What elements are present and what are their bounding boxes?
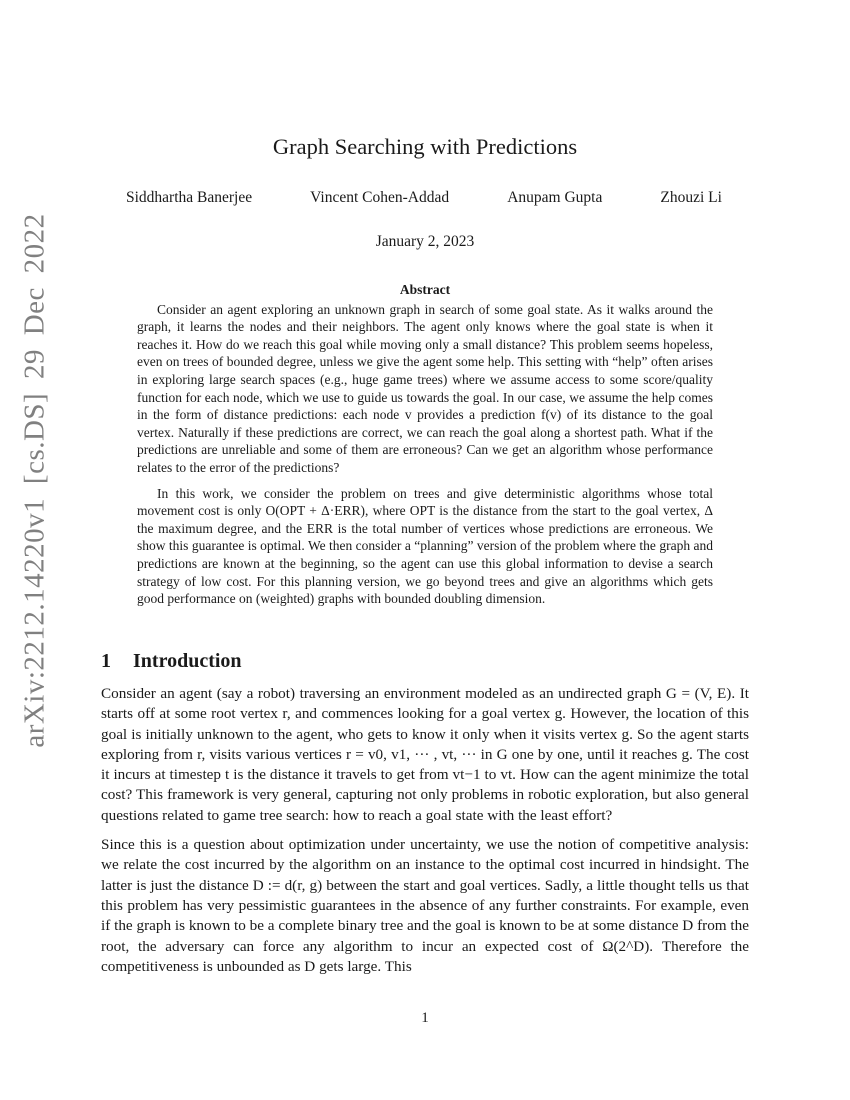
arxiv-identifier-stamp bbox=[5, 212, 65, 748]
paper-date: January 2, 2023 bbox=[375, 233, 475, 250]
abstract-paragraph: In this work, we consider the problem on trees and give deterministic algorithms whose total movement cost is only O(OPT + Δ·ERR), where OPT is the distance from the start to the goal vertex, Δ the maximum degree, and the ERR is the total number of vertices whose predictions are erroneous. We show this guarantee is optimal. We then consider a “planning” version of the problem where the graph and predictions are known at the beginning, so the agent can use this global information to devise a search strategy of low cost. For this planning version, we go beyond trees and give an algorithms which gets good performance on (weighted) graphs with bounded doubling dimension. bbox=[137, 485, 713, 607]
body-paragraph: Since this is a question about optimization under uncertainty, we use the notion of competitive analysis: we relate the cost incurred by the algorithm on an instance to the optimal cost incurred in hindsight. The latter is just the distance D := d(r, g) between the start and goal vertices. Sadly, a little thought tells us that this problem has very pessimistic guarantees in the absence of any further constraints. For example, even if the graph is known to be a complete binary tree and the goal is known to be at some distance D from the root, the adversary can force any algorithm to incur an expected cost of Ω(2^D). Therefore the competitiveness is unbounded as D gets large. This bbox=[101, 836, 749, 975]
author-name: Vincent Cohen-Addad bbox=[310, 189, 450, 206]
page-number: 1 bbox=[421, 1010, 429, 1026]
arxiv-identifier-text: arXiv:2212.14220v1 [cs.DS] 29 Dec 2022 bbox=[18, 212, 51, 748]
abstract-heading: Abstract bbox=[399, 282, 451, 297]
author-name: Zhouzi Li bbox=[660, 189, 722, 206]
abstract-paragraph: Consider an agent exploring an unknown graph in search of some goal state. As it walks around the graph, it learns the nodes and their neighbors. The agent only knows where the goal state is when it reaches it. How do we reach this goal while moving only a small distance? This problem seems hopeless, even on trees of bounded degree, unless we give the agent some help. This setting with “help” often arises in exploring large search spaces (e.g., huge game trees) where we assume access to some score/quality function for each node, which we use to guide us towards the goal. In our case, we assume the help comes in the form of distance predictions: each node v provides a prediction f(v) of its distance to the goal vertex. Naturally if these predictions are correct, we can reach the goal along a shortest path. What if the predictions are unreliable and some of them are erroneous? Can we get an algorithm whose performance relates to the error of the predictions? bbox=[137, 301, 713, 475]
body-paragraph: Consider an agent (say a robot) traversing an environment modeled as an undirected graph G = (V, E). It starts off at some root vertex r, and commences looking for a goal vertex g. However, the location of this goal is initially unknown to the agent, who gets to know it only when it visits vertex g. So the agent starts exploring from r, visits various vertices r = v0, v1, ··· , vt, ··· in G one by one, until it reaches g. The cost it incurs at timestep t is the distance it travels to get from vt−1 to vt. How can the agent minimize the total cost? This framework is very general, capturing not only problems in robotic exploration, but also general questions related to game tree search: how to reach a goal state with the least effort? bbox=[101, 685, 749, 824]
abstract-section bbox=[137, 281, 713, 608]
section-title: Introduction bbox=[133, 650, 242, 672]
section-number: 1 bbox=[101, 650, 111, 672]
section-body bbox=[101, 684, 749, 977]
section-heading bbox=[101, 647, 242, 675]
paper-title: Graph Searching with Predictions bbox=[272, 134, 578, 159]
author-list bbox=[126, 187, 722, 209]
author-name: Siddhartha Banerjee bbox=[126, 189, 253, 206]
author-name: Anupam Gupta bbox=[507, 189, 603, 206]
